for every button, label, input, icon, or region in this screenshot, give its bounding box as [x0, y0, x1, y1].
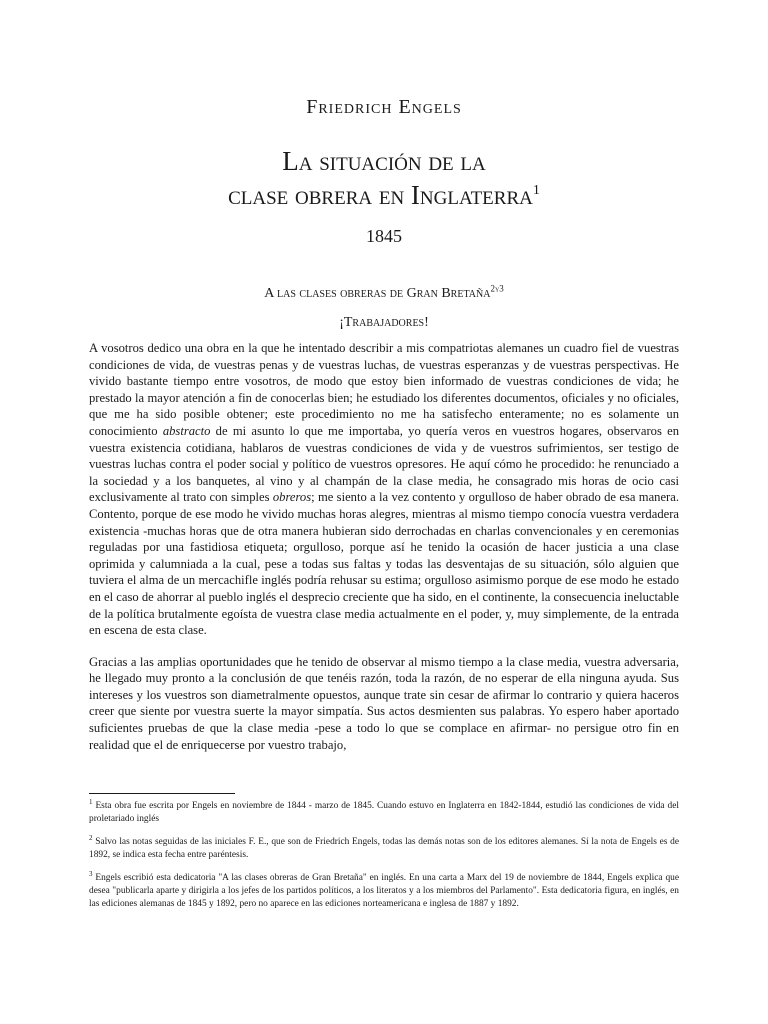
emphasis-obreros: obreros: [272, 490, 312, 505]
footnote-3: [89, 869, 679, 911]
footnote-1-mark: 1: [89, 797, 93, 806]
footnote-3-text: Engels escribió esta dedicatoria "A las clases obreras de Gran Bretaña" en inglés. En una carta a Marx del 19 de noviembre de 1844, Engels explica que desea "publicarla aparte y dirigirla a los jefes de los partidos políticos, a los literatos y a los miembros del Parlamento". Esta dedicatoria figura, en inglés, en las ediciones alemanas de 1845 y 1892, pero no aparece en las ediciones norteamericana e inglesa de 1887 y 1892.: [89, 873, 679, 909]
salutation: ¡Trabajadores!: [339, 315, 429, 330]
paragraph-1-part-1: A vosotros dedico una obra en la que he intentado describir a mis compatriotas alemanes un cuadro fiel de vuestras condiciones de vida, de vuestras penas y de vuestras luchas, de vuestras esperanzas y de vuestras perspectivas. He vivido bastante tiempo entre vosotros, de modo que estoy bien informado de vuestras condiciones de vida; he prestado la mayor atención a fin de conocerlas bien; he estudiado los diferentes documentos, oficiales y no oficiales, que me ha sido posible obtener; este procedimiento no me ha satisfecho enteramente; no es solamente un conocimiento: [89, 341, 679, 438]
dedication-text: A las clases obreras de Gran Bretaña: [264, 286, 491, 301]
author-name: Friedrich Engels: [306, 96, 462, 118]
body-text: [89, 340, 679, 768]
emphasis-abstracto: abstracto: [162, 423, 211, 438]
title-footnote-mark: 1: [532, 183, 540, 198]
title-line-2: [0, 178, 768, 212]
footnote-divider: [89, 793, 235, 794]
paragraph-1-part-2: de mi asunto lo que me importaba, yo quería veros en vuestros hogares, observaros en vuestra existencia cotidiana, hablaros de vuestras condiciones de vida y de vuestros sufrimientos, ser testigo de vuestras luchas contra el poder social y político de vuestros opresores. He aquí cómo he procedido: he renunciado a la sociedad y a los banquetes, al vino y al champán de la clase media, he consagrado mis horas de ocio casi exclusivamente al trato con simples: [89, 423, 679, 505]
footnote-3-mark: 3: [89, 869, 93, 878]
publication-year: 1845: [366, 226, 402, 246]
footnotes: [89, 797, 679, 921]
paragraph-1-part-3: ; me siento a la vez contento y orgulloso de haber obrado de esa manera. Contento, porque de ese modo he vivido muchas horas alegres, mientras al mismo tiempo conocía vuestra verdadera existencia -muchas horas que de otra manera hubieran sido derrochadas en charlas convencionales y en ceremonias reguladas por una fastidiosa etiqueta; orgulloso, porque así he tenido la ocasión de hacer justicia a una clase oprimida y calumniada a la cual, pese a todas sus faltas y todas las desventajas de su situación, sólo alguien que tuviera el alma de un mercachifle inglés podría rehusar su estima; orgulloso asimismo porque de ese modo he estado en el caso de ahorrar al pueblo inglés el desprecio creciente que ha sido, en el continente, la consecuencia ineluctable de la política brutalmente egoísta de vuestra clase media actualmente en el poder, y, muy simplemente, de la entrada en escena de esta clase.: [89, 490, 679, 638]
footnote-2: [89, 833, 679, 862]
paragraph-1: [89, 340, 679, 639]
dedication-heading: [0, 283, 768, 302]
paragraph-2: Gracias a las amplias oportunidades que he tenido de observar al mismo tiempo a la clase media, vuestra adversaria, he llegado muy pronto a la conclusión de que tenéis razón, toda la razón, de no esperar de ella ninguna ayuda. Sus intereses y los vuestros son diametralmente opuestos, aunque trate sin cesar de afirmar lo contrario y quiera haceros creer que siente por vuestra suerte la mayor simpatía. Sus actos desmienten sus palabras. Yo espero haber aportado suficientes pruebas de que la clase media -pese a todo lo que se complace en afirmar- no persigue otro fin en realidad que el de enriquecerse por vuestro trabajo,: [89, 654, 679, 752]
footnote-2-text: Salvo las notas seguidas de las iniciales F. E., que son de Friedrich Engels, todas las demás notas son de los editores alemanes. Si la nota de Engels es de 1892, se indica esta fecha entre paréntesis.: [89, 837, 679, 860]
title-line-2-text: clase obrera en Inglaterra: [228, 180, 533, 210]
footnote-1-text: Esta obra fue escrita por Engels en noviembre de 1844 - marzo de 1845. Cuando estuvo en Inglaterra en 1842-1844, estudió las condiciones de vida del proletariado inglés: [89, 801, 679, 824]
book-title: [0, 144, 768, 212]
footnote-2-mark: 2: [89, 833, 93, 842]
title-line-1: La situación de la: [282, 146, 486, 176]
dedication-footnote-marks: 2y3: [490, 283, 504, 294]
footnote-1: [89, 797, 679, 826]
